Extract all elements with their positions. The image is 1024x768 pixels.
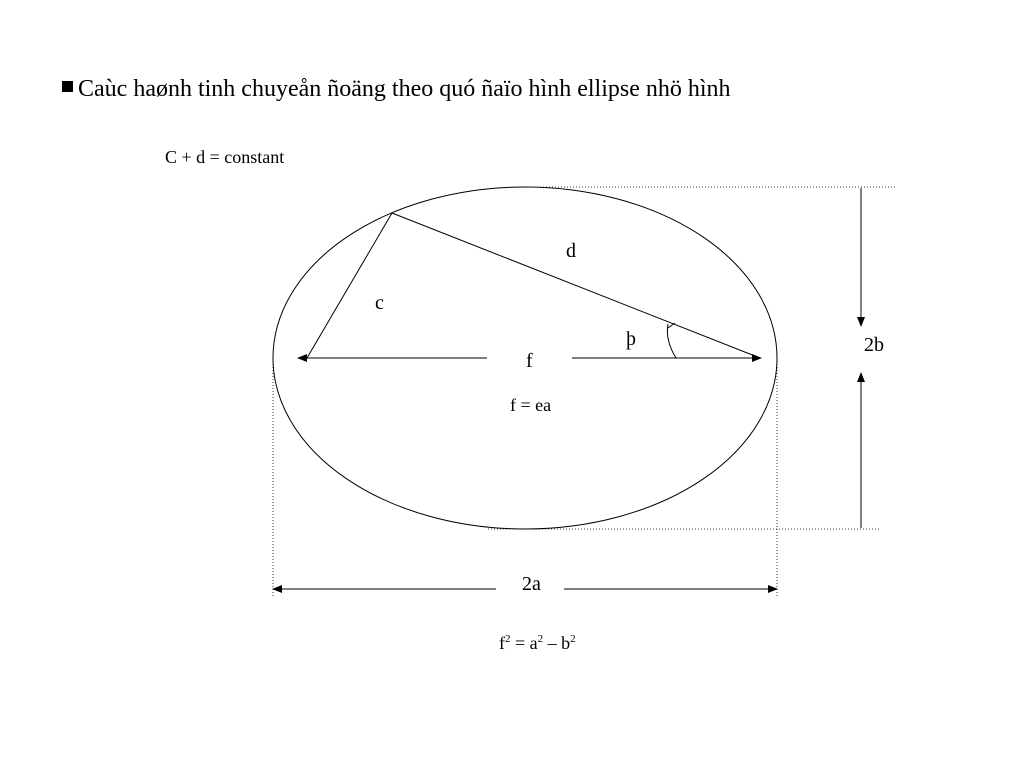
- angle-arc: [667, 324, 676, 358]
- bullet-text: Caùc haønh tinh chuyeån ñoäng theo quó ñaïo hình ellipse nhö hình: [78, 76, 731, 102]
- relation-exp-f: 2: [505, 633, 511, 645]
- relation-exp-b: 2: [570, 633, 576, 645]
- label-c: c: [375, 292, 384, 314]
- relation-f: f: [499, 633, 505, 653]
- relation-minus-b: – b: [543, 633, 571, 653]
- label-f: f: [526, 350, 533, 372]
- label-2b: 2b: [864, 334, 884, 356]
- line-d: [392, 213, 760, 358]
- label-f-equals-ea: f = ea: [510, 395, 552, 415]
- angle-arc-tick: [668, 323, 675, 328]
- label-2a: 2a: [522, 573, 541, 595]
- relation-eq-a: = a: [510, 633, 538, 653]
- relation-equation: [499, 633, 576, 653]
- label-angle: þ: [626, 328, 636, 350]
- label-d: d: [566, 240, 576, 262]
- constant-equation: C + d = constant: [165, 147, 285, 167]
- relation-exp-a: 2: [537, 633, 544, 645]
